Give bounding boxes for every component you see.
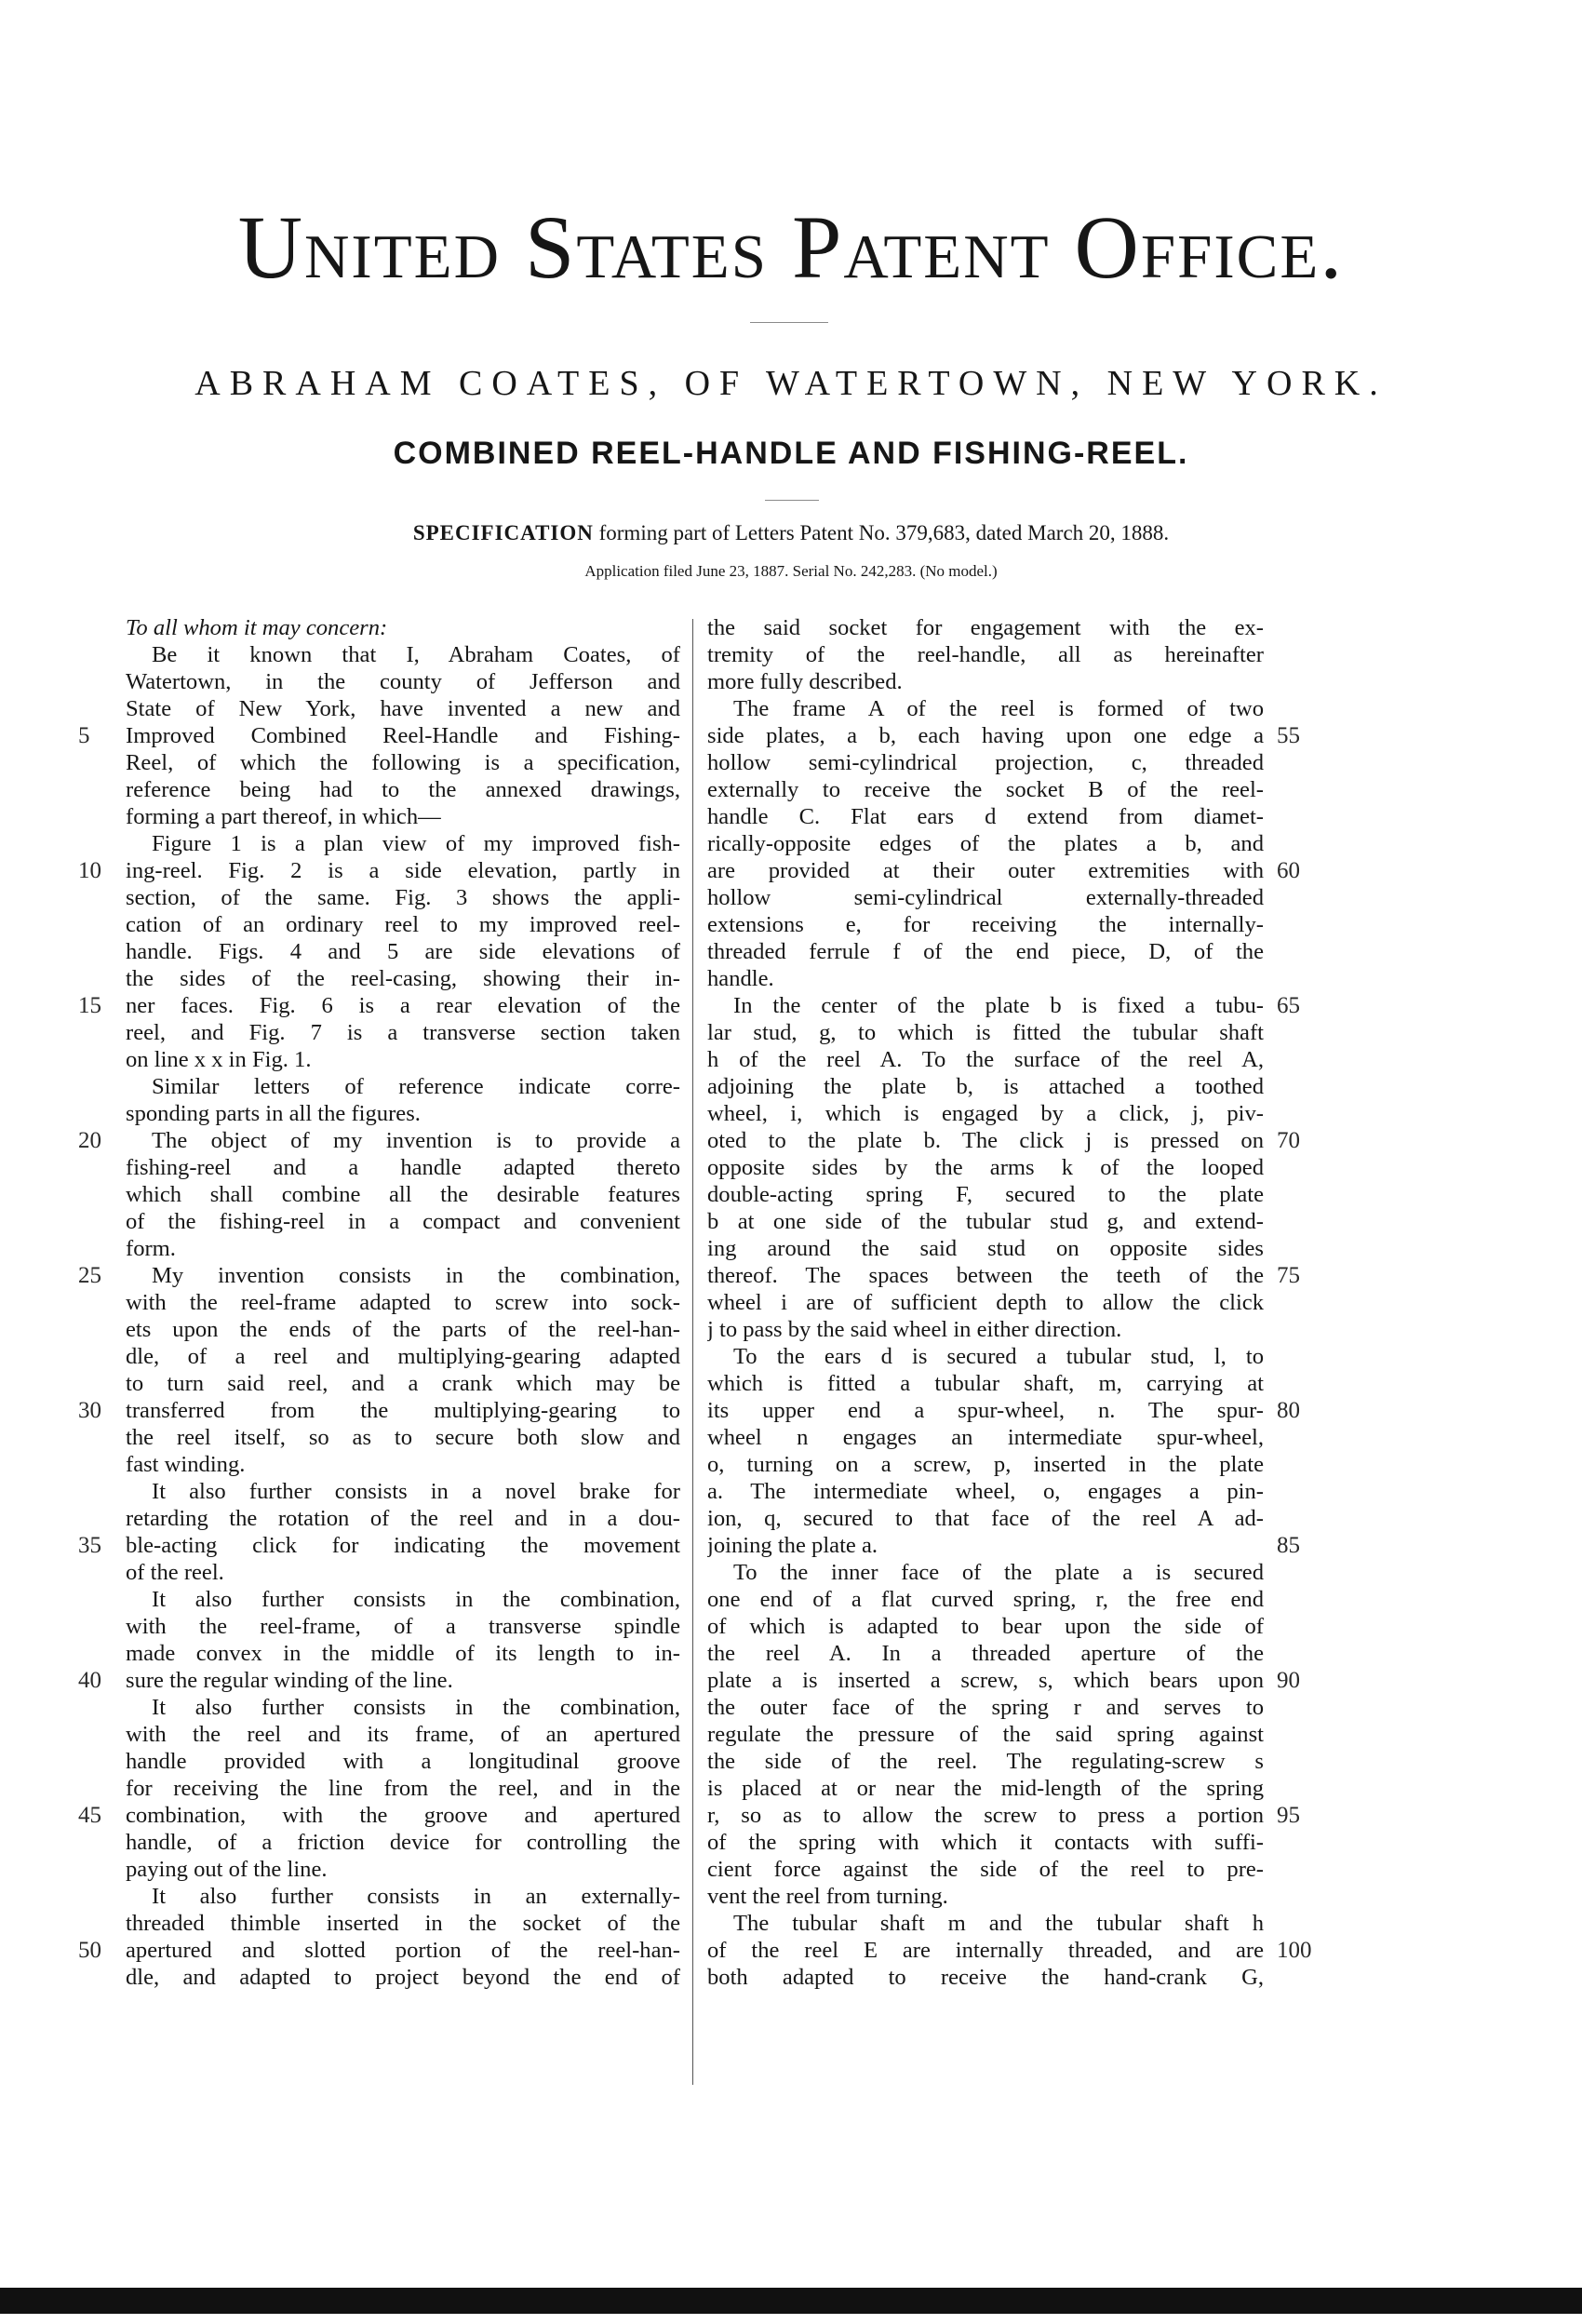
text-line: adjoining the plate b, is attached a toothed xyxy=(707,1074,1264,1099)
line-number: 45 xyxy=(78,1803,101,1828)
text-line: handle provided with a longitudinal groove xyxy=(126,1749,680,1774)
text-line: It also further consists in an externally- xyxy=(152,1884,680,1909)
text-line: thereof. The spaces between the teeth of the xyxy=(707,1263,1264,1288)
text-line: opposite sides by the arms k of the looped xyxy=(707,1155,1264,1180)
text-line: dle, of a reel and multiplying-gearing adapted xyxy=(126,1344,680,1369)
text-line: which is fitted a tubular shaft, m, carrying at xyxy=(707,1371,1264,1396)
text-line: the said socket for engagement with the ex- xyxy=(707,615,1264,640)
line-number: 50 xyxy=(78,1938,101,1963)
text-line: dle, and adapted to project beyond the end of xyxy=(126,1965,680,1990)
text-line: a. The intermediate wheel, o, engages a pin- xyxy=(707,1479,1264,1504)
text-line: to turn said reel, and a crank which may be xyxy=(126,1371,680,1396)
text-line: wheel i are of sufficient depth to allow the click xyxy=(707,1290,1264,1315)
text-line: one end of a flat curved spring, r, the free end xyxy=(707,1587,1264,1612)
text-line: handle, of a friction device for controlling the xyxy=(126,1830,680,1855)
line-number: 30 xyxy=(78,1398,101,1423)
text-line: of the spring with which it contacts with suffi- xyxy=(707,1830,1264,1855)
text-line: cation of an ordinary reel to my improved reel- xyxy=(126,912,680,937)
text-line: of the reel. xyxy=(126,1560,224,1585)
text-line: State of New York, have invented a new and xyxy=(126,696,680,721)
line-number: 5 xyxy=(78,723,90,748)
line-number: 95 xyxy=(1277,1803,1300,1828)
text-line: tremity of the reel-handle, all as hereinafter xyxy=(707,642,1264,667)
patent-office-heading: United States Patent Office. xyxy=(237,197,1345,297)
line-number: 55 xyxy=(1277,723,1300,748)
text-line: on line x x in Fig. 1. xyxy=(126,1047,312,1072)
text-line: Similar letters of reference indicate corre- xyxy=(152,1074,680,1099)
text-line: reel, and Fig. 7 is a transverse section taken xyxy=(126,1020,680,1045)
text-line: hollow semi-cylindrical projection, c, threaded xyxy=(707,750,1264,775)
text-line: My invention consists in the combination, xyxy=(152,1263,680,1288)
text-line: for receiving the line from the reel, and in the xyxy=(126,1776,680,1801)
text-line: are provided at their outer extremities with xyxy=(707,858,1264,883)
text-line: the reel itself, so as to secure both slow and xyxy=(126,1425,680,1450)
text-line: made convex in the middle of its length to in- xyxy=(126,1641,680,1666)
text-line: oted to the plate b. The click j is pressed on xyxy=(707,1128,1264,1153)
text-line: of the fishing-reel in a compact and convenient xyxy=(126,1209,680,1234)
line-number: 75 xyxy=(1277,1263,1300,1288)
text-line: sponding parts in all the figures. xyxy=(126,1101,421,1126)
text-line: The frame A of the reel is formed of two xyxy=(733,696,1264,721)
text-line: regulate the pressure of the said spring against xyxy=(707,1722,1264,1747)
text-line: combination, with the groove and apertured xyxy=(126,1803,680,1828)
text-line: It also further consists in the combination, xyxy=(152,1587,680,1612)
text-line: ner faces. Fig. 6 is a rear elevation of the xyxy=(126,993,680,1018)
text-line: To all whom it may concern: xyxy=(126,615,388,640)
specification-lead: SPECIFICATION xyxy=(412,521,594,544)
text-line: handle C. Flat ears d extend from diamet- xyxy=(707,804,1264,829)
text-line: sure the regular winding of the line. xyxy=(126,1668,453,1693)
title-rule xyxy=(765,500,819,501)
text-line: threaded ferrule f of the end piece, D, of the xyxy=(707,939,1264,964)
invention-title: COMBINED REEL-HANDLE AND FISHING-REEL. xyxy=(393,436,1189,471)
text-line: forming a part thereof, in which— xyxy=(126,804,441,829)
scan-edge-bar xyxy=(0,2288,1582,2314)
text-line: joining the plate a. xyxy=(707,1533,878,1558)
text-line: ing-reel. Fig. 2 is a side elevation, partly in xyxy=(126,858,680,883)
line-number: 60 xyxy=(1277,858,1300,883)
text-line: side plates, a b, each having upon one edge a xyxy=(707,723,1264,748)
text-line: paying out of the line. xyxy=(126,1857,328,1882)
text-line: Watertown, in the county of Jefferson and xyxy=(126,669,680,694)
text-line: threaded thimble inserted in the socket of the xyxy=(126,1911,680,1936)
line-number: 65 xyxy=(1277,993,1300,1018)
line-number: 35 xyxy=(78,1533,101,1558)
text-line: the side of the reel. The regulating-screw s xyxy=(707,1749,1264,1774)
text-line: more fully described. xyxy=(707,669,903,694)
line-number: 90 xyxy=(1277,1668,1300,1693)
column-divider xyxy=(692,619,693,2085)
text-line: with the reel-frame, of a transverse spindle xyxy=(126,1614,680,1639)
text-line: It also further consists in the combination, xyxy=(152,1695,680,1720)
text-line: rically-opposite edges of the plates a b, and xyxy=(707,831,1264,856)
text-line: plate a is inserted a screw, s, which bears upon xyxy=(707,1668,1264,1693)
left-text-column xyxy=(126,614,680,1991)
text-line: of the reel E are internally threaded, and are xyxy=(707,1938,1264,1963)
text-line: The object of my invention is to provide a xyxy=(152,1128,680,1153)
text-line: wheel, i, which is engaged by a click, j, piv- xyxy=(707,1101,1264,1126)
specification-line xyxy=(0,522,1582,544)
text-line: with the reel-frame adapted to screw into sock- xyxy=(126,1290,680,1315)
text-line: the reel A. In a threaded aperture of the xyxy=(707,1641,1264,1666)
text-line: wheel n engages an intermediate spur-wheel, xyxy=(707,1425,1264,1450)
text-line: which shall combine all the desirable features xyxy=(126,1182,680,1207)
text-line: form. xyxy=(126,1236,176,1261)
text-line: double-acting spring F, secured to the plate xyxy=(707,1182,1264,1207)
text-line: both adapted to receive the hand-crank G, xyxy=(707,1965,1264,1990)
inventor-line: ABRAHAM COATES, OF WATERTOWN, NEW YORK. xyxy=(194,364,1388,403)
text-line: reference being had to the annexed drawings, xyxy=(126,777,680,802)
line-number: 70 xyxy=(1277,1128,1300,1153)
text-line: It also further consists in a novel brake for xyxy=(152,1479,680,1504)
text-line: cient force against the side of the reel to pre- xyxy=(707,1857,1264,1882)
text-line: In the center of the plate b is fixed a tubu- xyxy=(733,993,1264,1018)
text-line: transferred from the multiplying-gearing to xyxy=(126,1398,680,1423)
text-line: section, of the same. Fig. 3 shows the appli- xyxy=(126,885,680,910)
text-line: is placed at or near the mid-length of the spring xyxy=(707,1776,1264,1801)
text-line: ble-acting click for indicating the movement xyxy=(126,1533,680,1558)
text-line: ets upon the ends of the parts of the reel-han- xyxy=(126,1317,680,1342)
text-line: lar stud, g, to which is fitted the tubular shaft xyxy=(707,1020,1264,1045)
text-line: r, so as to allow the screw to press a portion xyxy=(707,1803,1264,1828)
text-line: the outer face of the spring r and serves to xyxy=(707,1695,1264,1720)
text-line: vent the reel from turning. xyxy=(707,1884,948,1909)
line-number: 85 xyxy=(1277,1533,1300,1558)
text-line: j to pass by the said wheel in either direction. xyxy=(707,1317,1122,1342)
text-line: Figure 1 is a plan view of my improved fish- xyxy=(152,831,680,856)
text-line: ion, q, secured to that face of the reel A ad- xyxy=(707,1506,1264,1531)
text-line: To the ears d is secured a tubular stud, l, to xyxy=(733,1344,1264,1369)
right-text-column xyxy=(707,614,1264,1991)
text-line: h of the reel A. To the surface of the reel A, xyxy=(707,1047,1264,1072)
text-line: handle. Figs. 4 and 5 are side elevations of xyxy=(126,939,680,964)
text-line: the sides of the reel-casing, showing their in- xyxy=(126,966,680,991)
line-number: 80 xyxy=(1277,1398,1300,1423)
text-line: o, turning on a screw, p, inserted in the plate xyxy=(707,1452,1264,1477)
text-line: Reel, of which the following is a specification, xyxy=(126,750,680,775)
text-line: ing around the said stud on opposite sides xyxy=(707,1236,1264,1261)
text-line: Improved Combined Reel-Handle and Fishing- xyxy=(126,723,680,748)
text-line: The tubular shaft m and the tubular shaft h xyxy=(733,1911,1264,1936)
text-line: b at one side of the tubular stud g, and extend- xyxy=(707,1209,1264,1234)
line-number: 25 xyxy=(78,1263,101,1288)
text-line: of which is adapted to bear upon the side of xyxy=(707,1614,1264,1639)
text-line: with the reel and its frame, of an apertured xyxy=(126,1722,680,1747)
line-number: 10 xyxy=(78,858,101,883)
text-line: fishing-reel and a handle adapted thereto xyxy=(126,1155,680,1180)
text-line: externally to receive the socket B of the reel- xyxy=(707,777,1264,802)
line-number: 40 xyxy=(78,1668,101,1693)
specification-text: forming part of Letters Patent No. 379,683, dated March 20, 1888. xyxy=(598,521,1170,544)
text-line: handle. xyxy=(707,966,774,991)
text-line: To the inner face of the plate a is secured xyxy=(733,1560,1264,1585)
text-line: its upper end a spur-wheel, n. The spur- xyxy=(707,1398,1264,1423)
line-number: 100 xyxy=(1277,1938,1312,1963)
text-line: Be it known that I, Abraham Coates, of xyxy=(152,642,680,667)
text-line: hollow semi-cylindrical externally-threaded xyxy=(707,885,1264,910)
line-number: 15 xyxy=(78,993,101,1018)
text-line: apertured and slotted portion of the reel-han- xyxy=(126,1938,680,1963)
text-line: retarding the rotation of the reel and in a dou- xyxy=(126,1506,680,1531)
text-line: extensions e, for receiving the internally- xyxy=(707,912,1264,937)
line-number: 20 xyxy=(78,1128,101,1153)
application-info: Application filed June 23, 1887. Serial No. 242,283. (No model.) xyxy=(584,562,998,580)
text-line: fast winding. xyxy=(126,1452,246,1477)
heading-rule xyxy=(750,322,828,323)
